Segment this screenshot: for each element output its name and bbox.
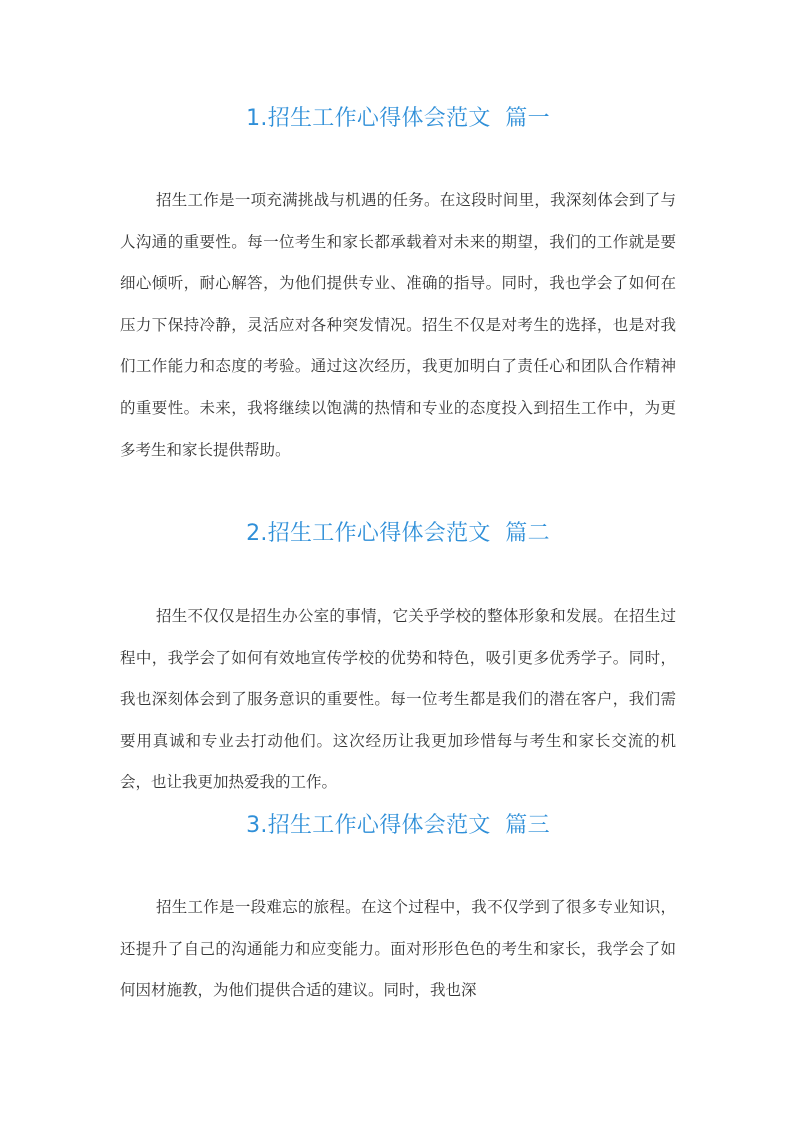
section-body-2: 招生不仅仅是招生办公室的事情，它关乎学校的整体形象和发展。在招生过程中，我学会了如何有效地宣传学校的优势和特色，吸引更多优秀学子。同时，我也深刻体会到了服务意识的重要性。每一位考生都是我们的潜在客户，我们需要用真诚和专业去打动他们。这次经历让我更加珍惜每与考生和家长交流的机会，也让我更加热爱我的工作。 <box>120 607 676 792</box>
section-title-1: 1.招生工作心得体会范文 篇一 <box>246 106 550 131</box>
section-body-3: 招生工作是一段难忘的旅程。在这个过程中，我不仅学到了很多专业知识，还提升了自己的沟通能力和应变能力。面对形形色色的考生和家长，我学会了如何因材施教，为他们提供合适的建议。同时，我也深 <box>120 898 676 1000</box>
section-title-3: 3.招生工作心得体会范文 篇三 <box>246 813 550 838</box>
section-title-2: 2.招生工作心得体会范文 篇二 <box>246 521 550 546</box>
section-body-1: 招生工作是一项充满挑战与机遇的任务。在这段时间里，我深刻体会到了与人沟通的重要性。每一位考生和家长都承载着对未来的期望，我们的工作就是要细心倾听，耐心解答，为他们提供专业、准确的指导。同时，我也学会了如何在压力下保持冷静，灵活应对各种突发情况。招生不仅是对考生的选择，也是对我们工作能力和态度的考验。通过这次经历，我更加明白了责任心和团队合作精神的重要性。未来，我将继续以饱满的热情和专业的态度投入到招生工作中，为更多考生和家长提供帮助。 <box>120 191 676 459</box>
